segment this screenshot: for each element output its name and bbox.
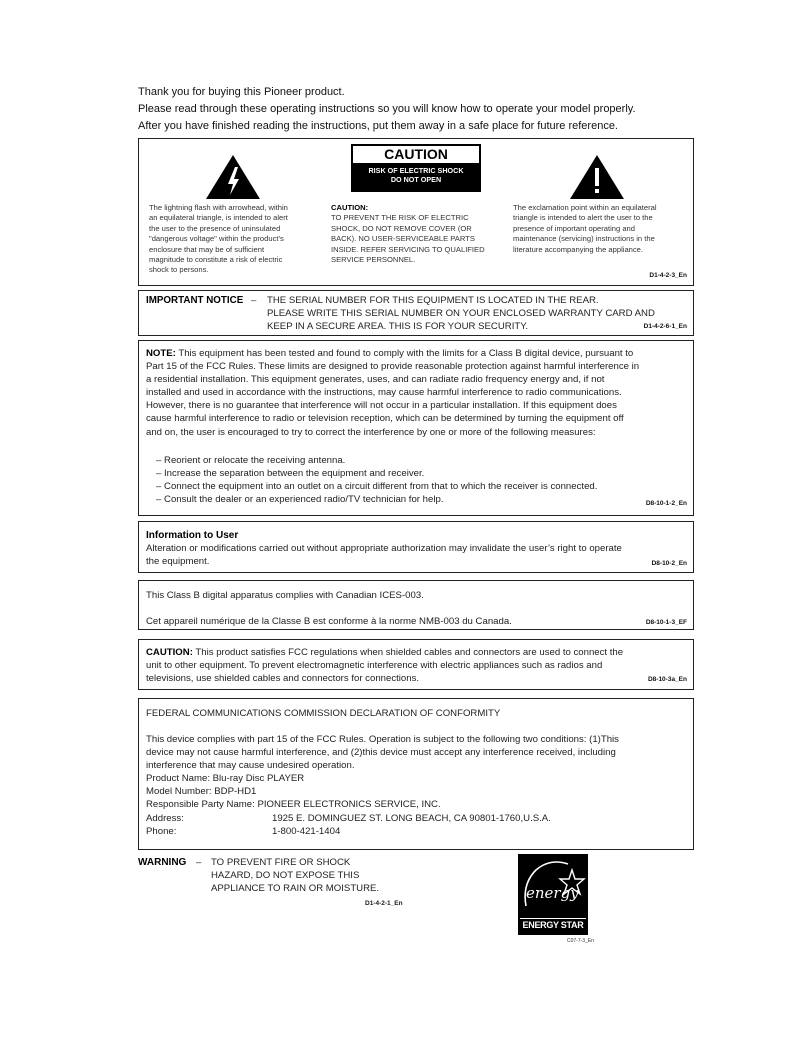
ices-french: Cet appareil numérique de la Classe B est conforme à la norme NMB-003 du Canada.: [146, 616, 512, 627]
address-value: 1925 E. DOMINGUEZ ST. LONG BEACH, CA 90801-1760,U.S.A.: [272, 812, 551, 824]
list-item: – Connect the equipment into an outlet on a circuit different from that to which the receiver is connected.: [156, 480, 597, 493]
fcc-note-box: [138, 340, 694, 516]
phone-value: 1-800-421-1404: [272, 825, 341, 837]
reference-code: D1-4-2-1_En: [365, 900, 403, 907]
measures-list: [156, 454, 597, 506]
caution-label-panel: [351, 144, 481, 192]
intro-line: After you have finished reading the instructions, put them away in a safe place for future reference.: [138, 120, 618, 132]
energy-star-logo: [518, 854, 588, 935]
shielded-cable-caution-box: [138, 639, 694, 690]
caution-sub-1: RISK OF ELECTRIC SHOCK: [368, 166, 464, 175]
info-heading: Information to User: [146, 530, 239, 541]
caution-title: CAUTION: [353, 146, 479, 163]
reference-code: D8-10-3a_En: [647, 676, 687, 683]
caution-sub-2: DO NOT OPEN: [390, 175, 442, 184]
notice-label: IMPORTANT NOTICE: [146, 295, 244, 306]
warning-dash: –: [196, 857, 202, 868]
fcc-body: This device complies with part 15 of the FCC Rules. Operation is subject to the following two conditions: (1)This device may not cause harmful interference, and (2)this device must accept any interference received, including interference that may cause undesired operation. Product Name: Blu-ray Disc PLAYER Model Number: BDP-HD1 Responsible Party Name: PIONEER ELECTRONICS SERVICE, INC. Address: 1925 E. DOMINGUEZ ST. LONG BEACH, CA 90801-1760,U.S.A. Phone: 1-800-421-1404: [146, 734, 619, 837]
model-number: Model Number: BDP-HD1: [146, 786, 257, 798]
notice-text: THE SERIAL NUMBER FOR THIS EQUIPMENT IS LOCATED IN THE REAR. PLEASE WRITE THIS SERIAL NUMBER ON YOUR ENCLOSED WARRANTY CARD AND KEEP IN A SECURE AREA. THIS IS FOR YOUR SECURITY.: [267, 295, 655, 333]
exclamation-warning-icon: [569, 154, 625, 200]
intro-line: Please read through these operating instructions so you will know how to operate your model properly.: [138, 103, 636, 115]
exclamation-explanation: The exclamation point within an equilateral triangle is intended to alert the user to the presence of important operating and maintenance (servicing) instructions in the literature accompanying the appliance.: [513, 203, 657, 254]
lightning-explanation: The lightning flash with arrowhead, within an equilateral triangle, is intended to alert the user to the presence of uninsulated "dangerous voltage" within the product's enclosure that may be of sufficient magnitude to constitute a risk of electric shock to persons.: [149, 203, 288, 275]
info-text: Alteration or modifications carried out without appropriate authorization may invalidate the user’s right to operate the equipment.: [146, 543, 622, 568]
reference-code: D1-4-2-6-1_En: [643, 323, 687, 330]
reference-code: D1-4-2-3_En: [649, 272, 687, 279]
reference-code: D8-10-2_En: [651, 560, 687, 567]
divider: [520, 918, 586, 919]
note-paragraph: NOTE: This equipment has been tested and found to comply with the limits for a Class B digital device, pursuant to Part 15 of the FCC Rules. These limits are designed to provide reasonable protection against harmful interference in a residential installation. This equipment generates, uses, and can radiate radio frequency energy and, if not installed and used in accordance with the instructions, may cause harmful interference to radio communications. However, there is no guarantee that interference will not occur in a particular installation. If this equipment does cause harmful interference to radio or television reception, which can be determined by turning the equipment off and on, the user is encouraged to try to correct the interference by one or more of the following measures:: [146, 348, 640, 438]
caution-instructions: CAUTION: TO PREVENT THE RISK OF ELECTRIC SHOCK, DO NOT REMOVE COVER (OR BACK). NO USER-SERVICEABLE PARTS INSIDE. REFER SERVICING TO QUALIFIED SERVICE PERSONNEL.: [331, 203, 511, 265]
reference-code: D8-10-1-3_EF: [645, 619, 687, 626]
address-label: Address:: [146, 812, 184, 824]
fcc-declaration-box: [138, 698, 694, 850]
caution-box: [138, 138, 694, 286]
important-notice-box: [138, 290, 694, 336]
warning-text: TO PREVENT FIRE OR SHOCK HAZARD, DO NOT EXPOSE THIS APPLIANCE TO RAIN OR MOISTURE.: [211, 857, 380, 895]
energy-star-code: C07-7-3_En: [567, 938, 594, 944]
caution-heading: CAUTION:: [331, 203, 369, 212]
information-to-user-box: [138, 521, 694, 573]
energy-star-label: ENERGY STAR: [522, 920, 584, 930]
phone-label: Phone:: [146, 825, 177, 837]
list-item: – Increase the separation between the equipment and receiver.: [156, 467, 597, 480]
note-label: NOTE:: [146, 348, 176, 359]
ices-english: This Class B digital apparatus complies with Canadian ICES-003.: [146, 590, 424, 601]
reference-code: D8-10-1-2_En: [645, 500, 687, 507]
notice-dash: –: [251, 295, 257, 306]
cable-caution-label: CAUTION:: [146, 647, 193, 658]
warning-label: WARNING: [138, 857, 187, 868]
energy-script: energy: [526, 884, 579, 902]
list-item: – Reorient or relocate the receiving antenna.: [156, 454, 597, 467]
ices-compliance-box: [138, 580, 694, 630]
intro-line: Thank you for buying this Pioneer product.: [138, 86, 345, 98]
responsible-party: Responsible Party Name: PIONEER ELECTRONICS SERVICE, INC.: [146, 799, 441, 811]
fcc-title: FEDERAL COMMUNICATIONS COMMISSION DECLARATION OF CONFORMITY: [146, 708, 501, 719]
cable-caution-text: CAUTION: This product satisfies FCC regulations when shielded cables and connectors are used to connect the unit to other equipment. To prevent electromagnetic interference with electric appliances such as radios and televisions, use shielded cables and connectors for connections.: [146, 647, 624, 685]
energy-star-icon: [518, 854, 588, 916]
list-item: – Consult the dealer or an experienced radio/TV technician for help.: [156, 493, 597, 506]
intro-text: [138, 84, 698, 135]
product-name: Product Name: Blu-ray Disc PLAYER: [146, 773, 305, 785]
lightning-warning-icon: [205, 154, 261, 200]
